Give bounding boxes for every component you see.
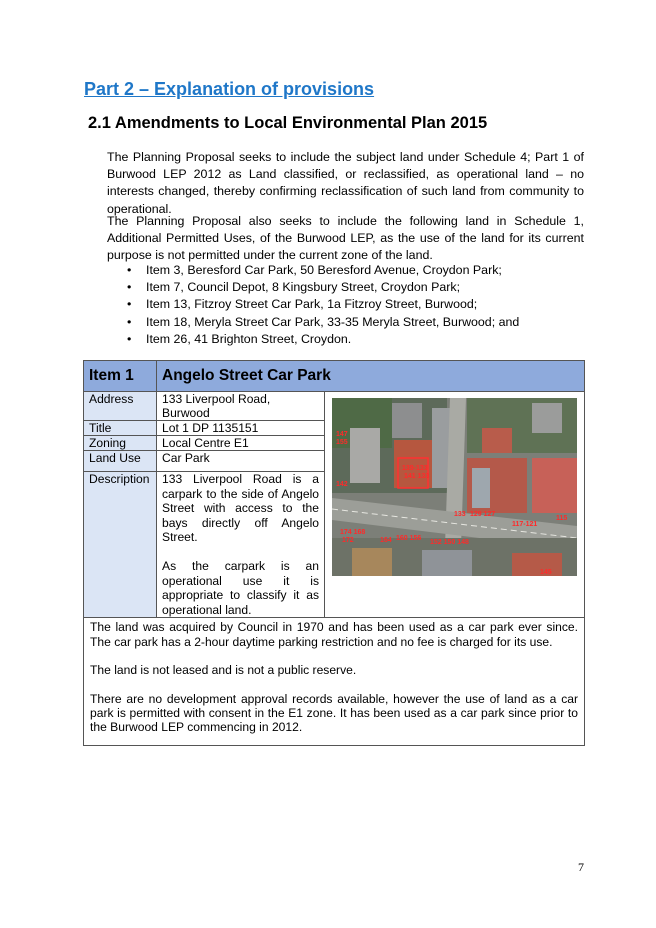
svg-text:152 150 148: 152 150 148 xyxy=(430,539,469,546)
description-paragraph: 133 Liverpool Road is a carpark to the side of Angelo Street with access to the bays directly off Angelo Street. xyxy=(162,472,319,545)
svg-text:155: 155 xyxy=(336,439,348,446)
bullet-icon: • xyxy=(127,263,132,277)
address-value: 133 Liverpool Road, Burwood xyxy=(157,392,325,421)
aerial-photo-cell xyxy=(325,392,585,618)
list-item: • Item 18, Meryla Street Car Park, 33-35 Meryla Street, Burwood; and xyxy=(107,314,584,331)
title-label: Title xyxy=(84,421,157,436)
item-number: Item 1 xyxy=(84,361,157,392)
item-1-table xyxy=(83,360,585,746)
land-use-label: Land Use xyxy=(84,451,157,472)
description-value xyxy=(157,472,325,618)
zoning-label: Zoning xyxy=(84,436,157,451)
item-list xyxy=(107,262,584,348)
svg-text:145: 145 xyxy=(540,569,552,576)
address-label: Address xyxy=(84,392,157,421)
svg-text:139-133: 139-133 xyxy=(402,465,428,472)
svg-text:160 156: 160 156 xyxy=(396,535,422,542)
list-item: • Item 13, Fitzroy Street Car Park, 1a Fitzroy Street, Burwood; xyxy=(107,296,584,313)
description-paragraph: As the carpark is an operational use it is appropriate to classify it as operational land. xyxy=(162,558,319,617)
list-item: • Item 3, Beresford Car Park, 50 Beresford Avenue, Croydon Park; xyxy=(107,262,584,279)
svg-text:115: 115 xyxy=(556,515,568,522)
notes-cell xyxy=(84,618,585,745)
zoning-value: Local Centre E1 xyxy=(157,436,325,451)
list-item: • Item 7, Council Depot, 8 Kingsbury Street, Croydon Park; xyxy=(107,279,584,296)
aerial-photo xyxy=(332,398,577,576)
bullet-icon: • xyxy=(127,331,132,346)
description-label: Description xyxy=(84,472,157,618)
part-title: Part 2 – Explanation of provisions xyxy=(84,79,375,99)
list-item: • Item 26, 41 Brighton Street, Croydon. xyxy=(107,331,584,348)
paragraph-schedule-4: The Planning Proposal seeks to include the subject land under Schedule 4; Part 1 of Burwood LEP 2012 as Land classified, or reclassified, as operational land – no interests changed, thereby confirming reclassification of such land from community to operational. xyxy=(107,150,584,216)
table-header-row xyxy=(84,361,585,392)
bullet-icon: • xyxy=(127,280,132,295)
bullet-icon: • xyxy=(127,297,132,312)
svg-text:172: 172 xyxy=(342,537,354,544)
svg-text:141 133: 141 133 xyxy=(404,473,430,480)
table-row xyxy=(84,618,585,745)
note-paragraph: The land was acquired by Council in 1970 and has been used as a car park ever since. The car park has a 2-hour daytime parking restriction and no fee is charged for its use. xyxy=(90,620,578,649)
svg-text:117-121: 117-121 xyxy=(512,521,538,528)
svg-text:142: 142 xyxy=(336,481,348,488)
item-name: Angelo Street Car Park xyxy=(157,361,585,392)
land-use-value: Car Park xyxy=(157,451,325,472)
note-paragraph: There are no development approval records available, however the use of land as a car park is permitted with consent in the E1 zone. It has been used as a car park since prior to the Burwood LEP commencing in 2012. xyxy=(90,691,578,735)
svg-text:129 127: 129 127 xyxy=(470,511,496,518)
bullet-icon: • xyxy=(127,314,132,329)
table-row xyxy=(84,392,585,421)
title-value: Lot 1 DP 1135151 xyxy=(157,421,325,436)
svg-text:164: 164 xyxy=(380,537,392,544)
paragraph-schedule-1: The Planning Proposal also seeks to include the following land in Schedule 1, Additional Permitted Uses, of the Burwood LEP, as the use of the land for its current purpose is not permitted under the current zone of the land. xyxy=(107,214,584,263)
page-number: 7 xyxy=(578,860,584,874)
svg-text:133: 133 xyxy=(454,511,466,518)
note-paragraph: The land is not leased and is not a public reserve. xyxy=(90,663,357,678)
svg-text:174 168: 174 168 xyxy=(340,529,366,536)
section-title: 2.1 Amendments to Local Environmental Plan 2015 xyxy=(88,114,488,132)
svg-text:147: 147 xyxy=(336,431,348,438)
